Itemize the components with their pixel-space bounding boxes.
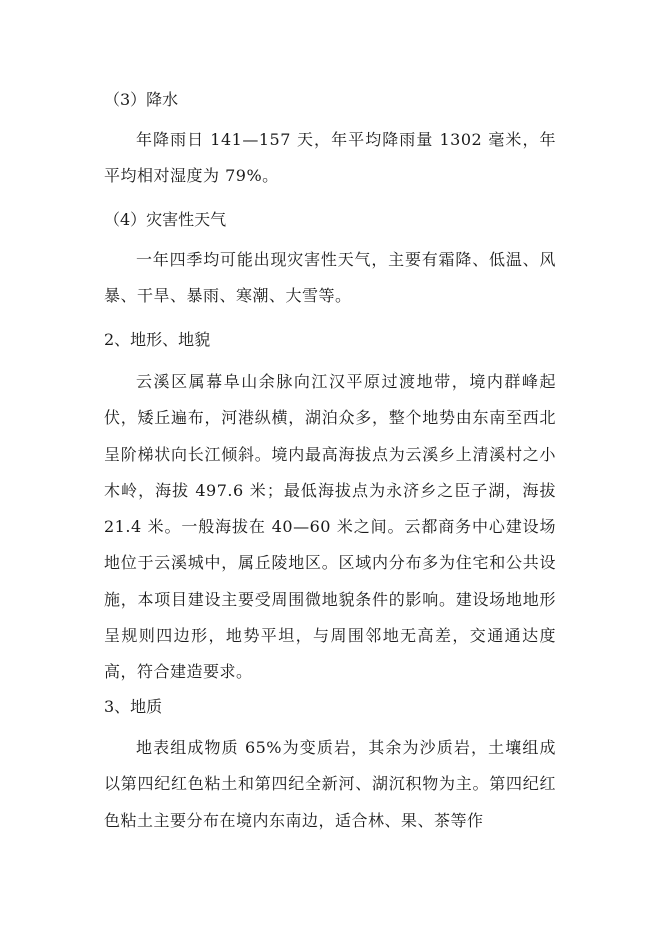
paragraph-geology: 地表组成物质 65%为变质岩，其余为沙质岩，土壤组成以第四纪红色粘土和第四纪全新河、湖沉积物为主。第四纪红色粘土主要分布在境内东南边，适合林、果、茶等作 [104, 738, 556, 830]
section-heading-geology: 3、地质 [104, 697, 163, 716]
paragraph-terrain: 云溪区属幕阜山余脉向江汉平原过渡地带，境内群峰起伏，矮丘遍布，河港纵横，湖泊众多，整个地势由东南至西北呈阶梯状向长江倾斜。境内最高海拔点为云溪乡上清溪村之小木岭，海拔 497.6 米；最低海拔点为永济乡之臣子湖，海拔 21.4 米。一般海拔在 40—60 米之间。云都商务中心建设场地位于云溪城中，属丘陵地区。区域内分布多为住宅和公共设施，本项目建设主要受周围微地貌条件的影响。建设场地地形呈规则四边形，地势平坦，与周围邻地无高差，交通通达度高，符合建造要求。 [104, 372, 556, 682]
paragraph-disaster-weather: 一年四季均可能出现灾害性天气，主要有霜降、低温、风暴、干旱、暴雨、寒潮、大雪等。 [104, 250, 556, 306]
section-heading-precipitation: （3）降水 [104, 90, 179, 109]
section-heading-disaster-weather: （4）灾害性天气 [104, 210, 227, 229]
paragraph-precipitation: 年降雨日 141—157 天，年平均降雨量 1302 毫米，年平均相对湿度为 79%。 [104, 130, 556, 186]
section-heading-terrain: 2、地形、地貌 [104, 330, 211, 349]
